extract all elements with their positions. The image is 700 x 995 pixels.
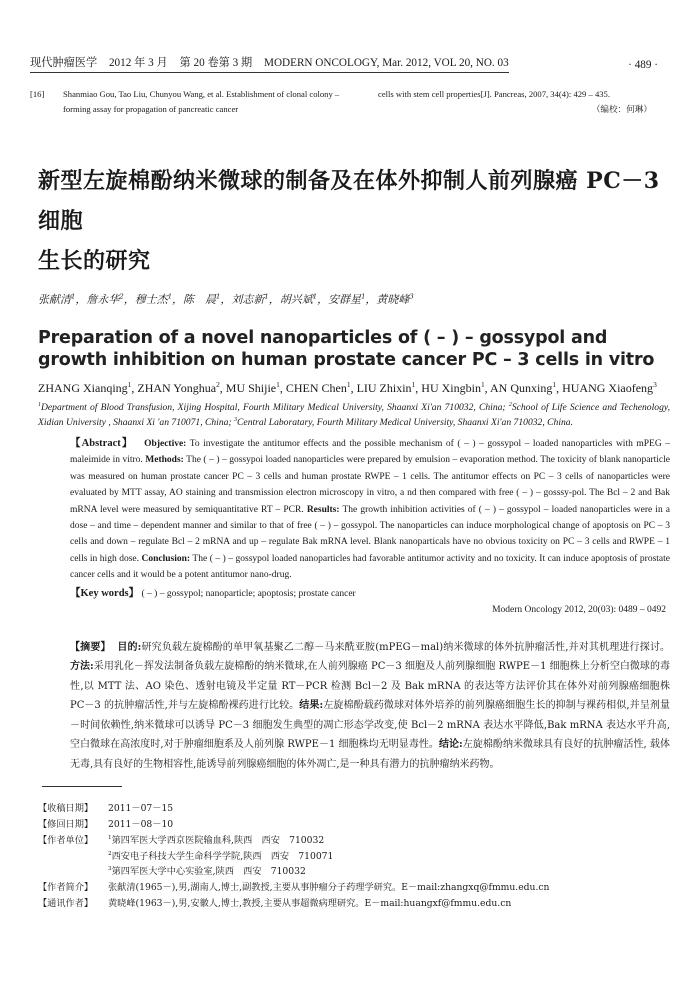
units-label: 【作者单位】 [38, 834, 94, 846]
footnote-divider [42, 786, 122, 787]
bio-text: 张献清(1965－),男,湖南人,博士,副教授,主要从事肿瘤分子药理学研究。E－mail:zhangxq@fmmu.edu.cn [108, 882, 550, 894]
author-name: 陈 晨$^1$ [183, 292, 221, 306]
conclusion-cn-text: 左旋棉酚纳米微球具有良好的抗肿瘤活性, 载体无毒,具有良好的生物相容性,能诱导前列腺癌细胞的体外凋亡,是一种具有潜力的抗肿瘤纳米药物。 [70, 739, 670, 770]
reference-list [30, 87, 670, 117]
revised-label: 【修回日期】 [38, 818, 94, 830]
bio-row [38, 880, 670, 896]
running-header [30, 56, 670, 73]
methods-cn-label: 方法: [70, 661, 94, 673]
units-list [108, 833, 670, 880]
author-name: 黄晓峰$^3$ [376, 292, 414, 306]
conclusion-cn-label: 结论: [438, 739, 463, 751]
article-title-cn-line2: 生长的研究 [38, 248, 151, 274]
reference-text-right: cells with stem cell properties[J]. Pancreas, 2007, 34(4): 429 – 435. [378, 89, 610, 99]
author-name: LIU Zhixin$^1$ [356, 380, 416, 395]
objective-label: Objective: [144, 439, 187, 449]
revised-row [38, 817, 670, 833]
article-title-cn [38, 161, 670, 281]
conclusion-label: Conclusion: [141, 553, 191, 564]
author-name: 刘志新$^1$ [231, 292, 269, 306]
abstract-cn-label: 【摘要】 [70, 641, 111, 653]
keywords-text: ( – ) – gossypol; nanoparticle; apoptosis; prostate cancer [141, 588, 356, 599]
received-date: 2011－07－15 [108, 803, 174, 815]
abstract-label: 【Abstract】 [70, 438, 134, 449]
corresponding-label: 【通讯作者】 [38, 897, 94, 909]
methods-text: The ( – ) – gossypoi loaded nanoparticles were prepared by emulsion – evaporation method. The toxicity of blank nanoparticle was measured on human prostate cancer PC – 3 cells and human prostate RWPE – 1 cells. The antitumor effects on PC – 3 cells of nanoparticles were evaluated by MTT assay, AO staining and transmission electron microscopy in vitro, a nd then compared with free ( – ) – gosssy-pol. The Bcl – 2 and Bak mRNA level were measured by semiquantitative RT – PCR. [70, 455, 670, 515]
unit-item: $^3$第四军医大学中心实验室,陕西 西安 710032 [108, 866, 306, 878]
author-name: 穆士杰$^1$ [134, 292, 173, 306]
journal-name-cn: 现代肿瘤医学 [30, 57, 98, 69]
affiliation-item: School of Life Science and Techenology, Xidian University , Shaanxi Xi 'an 710071, China; [38, 402, 670, 428]
objective-cn-label: 目的: [117, 641, 142, 653]
bio-label: 【作者简介】 [38, 882, 94, 894]
article-info [38, 801, 670, 912]
reference-text-left: Shanmiao Gou, Tao Liu, Chunyou Wang, et al. Establishment of clonal colony – forming assay for propagation of pancreatic cancer [63, 89, 340, 114]
journal-name-en: MODERN ONCOLOGY, Mar. 2012, VOL 20, NO. 03 [264, 57, 509, 69]
authors-en: ZHANG Xianqing$^1$, ZHAN Yonghua$^2$, MU Shijie$^1$, CHEN Chen$^1$, LIU Zhixin$^1$, HU Xingbin$^1$, AN Qunxing$^1$, HUANG Xiaofeng$^3$ [38, 380, 657, 395]
author-name: HU Xingbin$^1$ [421, 380, 485, 395]
citation-line: Modern Oncology 2012, 20(03): 0489 – 0492 [492, 604, 666, 615]
received-row [38, 801, 670, 817]
volume-cn: 第 20 卷第 3 期 [179, 57, 253, 69]
author-name: AN Qunxing$^1$ [490, 380, 557, 395]
results-cn-label: 结果: [299, 700, 324, 712]
conclusion-text: The ( – ) – gossypol loaded nanoparticles had favorable antitumor activity and no toxicity. It can induce apoptosis of prostate cancer cells and it would be a potent antitumor nano-drug. [70, 553, 671, 581]
reference-column-left [30, 87, 348, 117]
author-name: CHEN Chen$^1$ [285, 380, 351, 395]
running-header-left [30, 56, 509, 73]
page-number: · 489 · [628, 59, 658, 71]
corresponding-text: 黄晓峰(1963－),男,安徽人,博士,教授,主要从事超微病理研究。E－mail:huangxf@fmmu.edu.cn [108, 897, 512, 909]
methods-label: Methods: [145, 455, 184, 466]
abstract-en [70, 436, 670, 584]
author-name: HUANG Xiaofeng$^3$ [562, 380, 657, 395]
reference-number: [16] [30, 89, 45, 99]
authors-cn: 张献清$^1$，詹永华$^2$，穆士杰$^1$，陈 晨$^1$，刘志新$^1$，胡兴斌$^1$，安群星$^1$，黄晓峰$^3$ [38, 292, 414, 306]
corresponding-row [38, 896, 670, 912]
objective-text: To investigate the antitumor effects and the possible mechanism of ( – ) – gossypol – loaded nanoparticles with mPEG – maleimide in vitro. [70, 439, 670, 466]
unit-item: $^1$第四军医大学西京医院输血科,陕西 西安 710032 [108, 834, 325, 846]
affiliation-item: Department of Blood Transfusion, Xijing Hospital, Fourth Military Medical University, Shaanxi Xi'an 710032, China; [40, 402, 506, 413]
affiliation-item: Central Laboratary, Fourth Military Medical University, Shaanxi Xi'an 710032, China. [237, 416, 573, 428]
results-label: Results: [306, 504, 340, 515]
received-label: 【收稿日期】 [38, 803, 94, 815]
author-name: 詹永华$^2$ [86, 292, 124, 306]
article-title-cn-line1: 新型左旋棉酚纳米微球的制备及在体外抑制人前列腺癌 PC－3 细胞 [38, 168, 660, 234]
reference-column-right [378, 87, 670, 117]
author-name: MU Shijie$^1$ [225, 380, 280, 395]
author-name: 安群星$^1$ [328, 292, 366, 306]
abstract-cn [70, 638, 670, 775]
author-name: 张献清$^1$ [38, 292, 76, 306]
keywords-en [70, 586, 670, 602]
author-name: 胡兴斌$^1$ [279, 292, 318, 306]
article-title-en: Preparation of a novel nanoparticles of ( – ) – gossypol and growth inhibition on human prostate cancer PC – 3 cells in vitro [38, 328, 655, 370]
author-name: ZHANG Xianqing$^1$ [38, 380, 132, 395]
affiliations-en: $^1$Department of Blood Transfusion, Xijing Hospital, Fourth Military Medical University, Shaanxi Xi'an 710032, China; $^2$School of Life Science and Techenology, Xidian University , Shaanxi Xi 'an 710071, China; $^3$Central Laboratary, Fourth Military Medical University, Shaanxi Xi'an 710032, China. [38, 401, 670, 428]
keywords-label: 【Key words】 [70, 587, 140, 599]
issue-date-cn: 2012 年 3 月 [108, 57, 168, 69]
results-cn-text: 左旋棉酚载药微球对体外培养的前列腺癌细胞生长的抑制与裸药相似,并呈剂量－时间依赖性,纳米微球可以诱导 PC－3 细胞发生典型的凋亡形态学改变,使 Bcl－2 mRNA 表达水平降低,Bak mRNA 表达水平升高,空白微球在高浓度时,对于肿瘤细胞系及人前列腺 RWPE－1 细胞株均无明显毒性。 [70, 700, 670, 751]
revised-date: 2011－08－10 [108, 818, 174, 830]
results-text: The growth inhibition activities of ( – ) – gossypol – loaded nanoparticles were in a dose – and time – dependent manner and similar to that of free ( – ) – gossypol. The nanoparticles can induce morphological change of apoptosis on PC – 3 cells and down – regulate Bcl – 2 mRNA and up – regulate Bak mRNA level. Blank nanoparticals have no obvious toxicity on PC – 3 cells and RWPE – 1 cells in high dose. [70, 504, 671, 564]
methods-cn-text: 采用乳化－挥发法制备负载左旋棉酚的纳米微球,在人前列腺癌 PC－3 细胞及人前列腺细胞 RWPE－1 细胞株上分析空白微球的毒性,以 MTT 法、AO 染色、透射电镜及半定量 RT－PCR 检测 Bcl－2 及 Bak mRNA 的表达等方法评价其在体外对前列腺癌细胞株 PC－3 的抗肿瘤活性,并与左旋棉酚裸药进行比较。 [70, 661, 670, 712]
objective-cn-text: 研究负载左旋棉酚的单甲氧基聚乙二醇－马来酰亚胺(mPEG－mal)纳米微球的体外抗肿瘤活性,并对其机理进行探讨。 [141, 641, 671, 653]
author-name: ZHAN Yonghua$^2$ [137, 380, 220, 395]
unit-item: $^2$西安电子科技大学生命科学学院,陕西 西安 710071 [108, 850, 334, 862]
editor-note: （编校：何琳） [591, 104, 652, 114]
units-row [38, 833, 670, 880]
